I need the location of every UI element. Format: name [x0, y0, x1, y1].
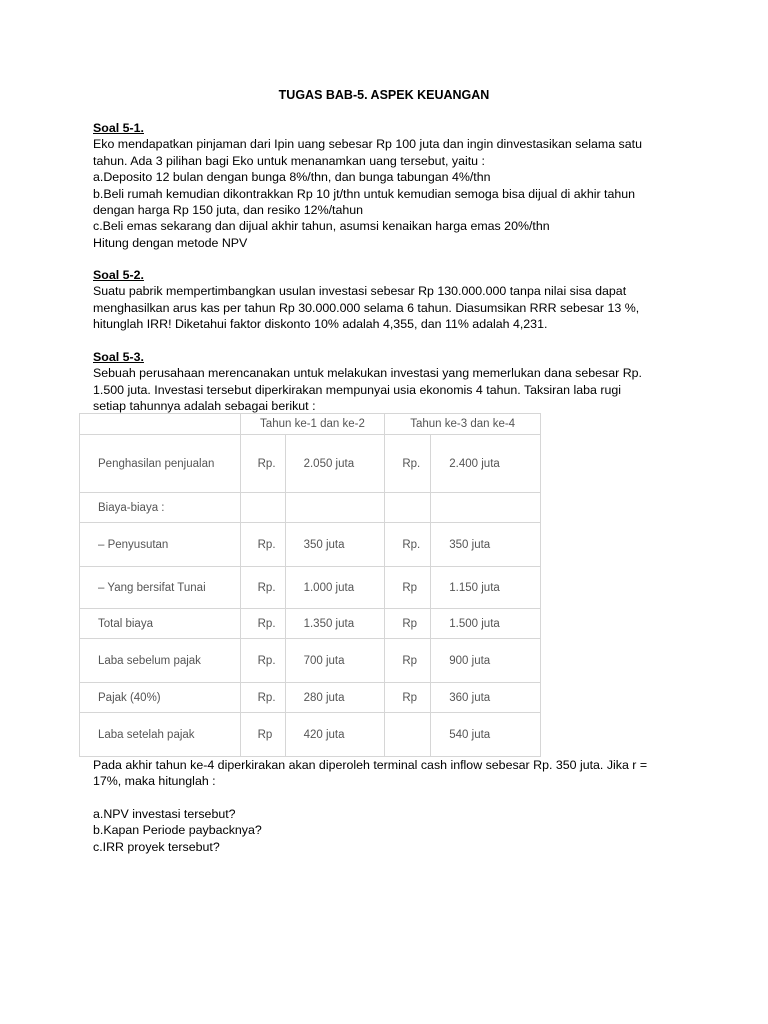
document-title: TUGAS BAB-5. ASPEK KEUANGAN — [278, 88, 490, 102]
task-item: b.Kapan Periode paybacknya? — [93, 823, 262, 838]
table-row — [80, 523, 541, 567]
value-cell: 540 juta — [431, 713, 541, 757]
table-row — [80, 639, 541, 683]
question-5-1-line: b.Beli rumah kemudian dikontrakkan Rp 10 jt/thn untuk kemudian semoga bisa dijual di akhir tahun — [93, 186, 636, 201]
table-row — [80, 713, 541, 757]
row-label: Laba sebelum pajak — [80, 639, 241, 683]
currency-cell: Rp — [385, 639, 431, 683]
currency-cell — [385, 713, 431, 757]
table-row — [80, 609, 541, 639]
row-label: Total biaya — [80, 609, 241, 639]
table-row — [80, 493, 541, 523]
currency-cell: Rp — [385, 609, 431, 639]
currency-cell: Rp — [240, 713, 285, 757]
question-5-2 — [93, 267, 683, 333]
currency-cell: Rp. — [240, 435, 285, 493]
value-cell: 360 juta — [431, 683, 541, 713]
financial-table — [79, 413, 541, 757]
question-5-2-heading: Soal 5-2. — [93, 268, 144, 282]
table-header-cell: Tahun ke-1 dan ke-2 — [240, 414, 385, 435]
question-5-1-line: tahun. Ada 3 pilihan bagi Eko untuk menanamkan uang tersebut, yaitu : — [93, 153, 485, 168]
tasks-line: Pada akhir tahun ke-4 diperkirakan akan diperoleh terminal cash inflow sebesar Rp. 350 juta. Jika r = — [93, 758, 648, 772]
row-label: – Penyusutan — [80, 523, 241, 567]
value-cell: 1.500 juta — [431, 609, 541, 639]
question-5-2-line: menghasilkan arus kas per tahun Rp 30.000.000 selama 6 tahun. Diasumsikan RRR sebesar 13 %, — [93, 300, 640, 315]
question-5-2-line: Suatu pabrik mempertimbangkan usulan investasi sebesar Rp 130.000.000 tanpa nilai sisa dapat — [93, 284, 627, 299]
value-cell — [285, 493, 385, 523]
currency-cell: Rp — [385, 683, 431, 713]
question-5-2-line: hitunglah IRR! Diketahui faktor diskonto 10% adalah 4,355, dan 11% adalah 4,231. — [93, 317, 548, 332]
value-cell: 350 juta — [285, 523, 385, 567]
question-5-1-line: a.Deposito 12 bulan dengan bunga 8%/thn, dan bunga tabungan 4%/thn — [93, 170, 491, 185]
value-cell: 420 juta — [285, 713, 385, 757]
task-item: c.IRR proyek tersebut? — [93, 839, 220, 854]
value-cell — [431, 493, 541, 523]
value-cell: 2.400 juta — [431, 435, 541, 493]
currency-cell: Rp. — [240, 523, 285, 567]
currency-cell: Rp. — [240, 639, 285, 683]
row-label: – Yang bersifat Tunai — [80, 567, 241, 609]
currency-cell: Rp. — [385, 523, 431, 567]
table-row — [80, 683, 541, 713]
value-cell: 900 juta — [431, 639, 541, 683]
value-cell: 350 juta — [431, 523, 541, 567]
value-cell: 2.050 juta — [285, 435, 385, 493]
question-5-1-line: dengan harga Rp 150 juta, dan resiko 12%/tahun — [93, 203, 364, 218]
table-header-cell — [80, 414, 241, 435]
value-cell: 1.350 juta — [285, 609, 385, 639]
row-label: Laba setelah pajak — [80, 713, 241, 757]
question-5-3-heading: Soal 5-3. — [93, 350, 144, 364]
question-5-1-line: c.Beli emas sekarang dan dijual akhir tahun, asumsi kenaikan harga emas 20%/thn — [93, 219, 550, 234]
question-5-3 — [93, 349, 683, 415]
question-5-3-tasks — [93, 757, 683, 855]
table-header-cell: Tahun ke-3 dan ke-4 — [385, 414, 541, 435]
currency-cell: Rp. — [240, 567, 285, 609]
task-item: a.NPV investasi tersebut? — [93, 806, 236, 821]
value-cell: 1.000 juta — [285, 567, 385, 609]
table-row — [80, 567, 541, 609]
row-label: Pajak (40%) — [80, 683, 241, 713]
question-5-1-line: Eko mendapatkan pinjaman dari Ipin uang sebesar Rp 100 juta dan ingin dinvestasikan selama satu — [93, 137, 642, 152]
question-5-3-line: setiap tahunnya adalah sebagai berikut : — [93, 399, 316, 414]
table-row — [80, 435, 541, 493]
question-5-3-line: 1.500 juta. Investasi tersebut diperkirakan mempunyai usia ekonomis 4 tahun. Taksiran laba rugi — [93, 382, 622, 397]
question-5-3-line: Sebuah perusahaan merencanakan untuk melakukan investasi yang memerlukan dana sebesar Rp. — [93, 366, 642, 381]
question-5-1 — [93, 120, 683, 251]
question-5-1-heading: Soal 5-1. — [93, 121, 144, 135]
financial-table-image — [79, 413, 541, 756]
row-label: Penghasilan penjualan — [80, 435, 241, 493]
blank-line — [93, 790, 683, 806]
value-cell: 700 juta — [285, 639, 385, 683]
currency-cell — [240, 493, 285, 523]
currency-cell: Rp — [385, 567, 431, 609]
currency-cell — [385, 493, 431, 523]
row-label: Biaya-biaya : — [80, 493, 241, 523]
question-5-1-line: Hitung dengan metode NPV — [93, 235, 248, 250]
tasks-line: 17%, maka hitunglah : — [93, 774, 216, 789]
currency-cell: Rp. — [240, 609, 285, 639]
currency-cell: Rp. — [385, 435, 431, 493]
table-header-row — [80, 414, 541, 435]
currency-cell: Rp. — [240, 683, 285, 713]
value-cell: 280 juta — [285, 683, 385, 713]
value-cell: 1.150 juta — [431, 567, 541, 609]
